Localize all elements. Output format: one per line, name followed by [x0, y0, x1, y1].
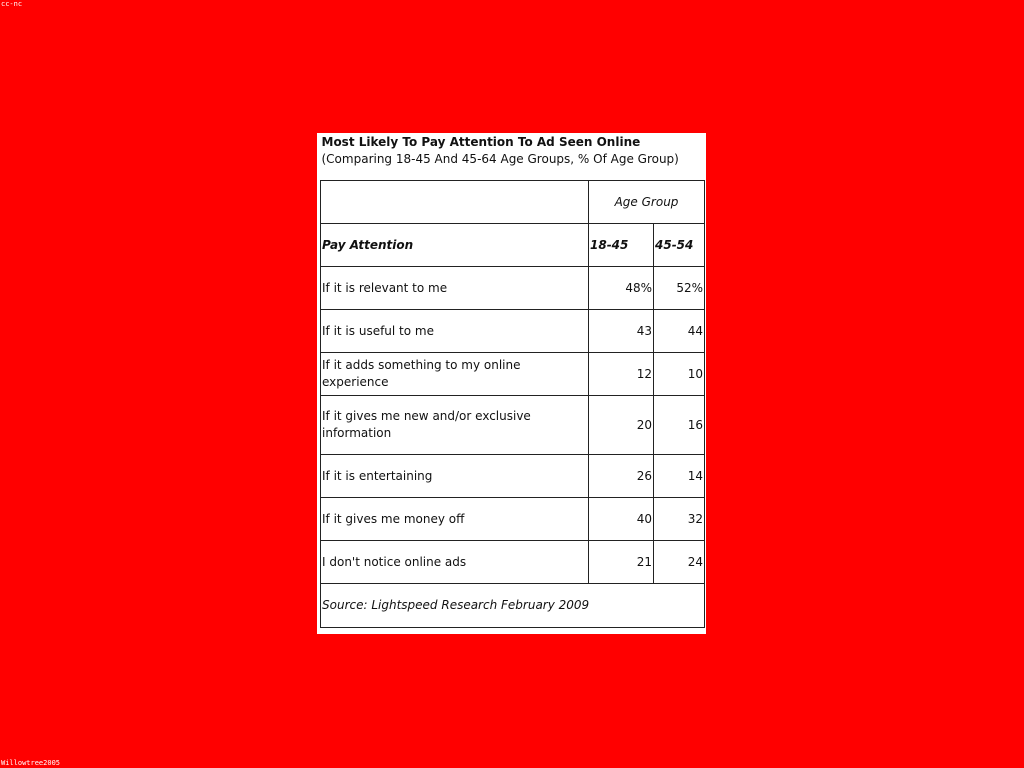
row-label: If it gives me new and/or exclusive information — [321, 396, 589, 455]
watermark-top-left: cc-nc — [1, 0, 23, 8]
row-label: If it is useful to me — [321, 310, 589, 353]
row-value-45-54: 32 — [654, 498, 705, 541]
table-sheet — [317, 133, 706, 634]
column-header-45-54: 45-54 — [654, 224, 705, 267]
row-value-45-54: 52% — [654, 267, 705, 310]
row-value-45-54: 10 — [654, 353, 705, 396]
table-title — [321, 133, 705, 181]
table-row — [321, 541, 705, 584]
row-value-45-54: 24 — [654, 541, 705, 584]
attention-table — [320, 133, 705, 628]
row-label: If it adds something to my online experience — [321, 353, 589, 396]
table-row — [321, 396, 705, 455]
row-label: If it is entertaining — [321, 455, 589, 498]
table-row — [321, 310, 705, 353]
watermark-bottom-left: Willowtree2005 — [1, 759, 61, 767]
row-value-18-45: 40 — [589, 498, 654, 541]
row-value-18-45: 20 — [589, 396, 654, 455]
row-value-45-54: 16 — [654, 396, 705, 455]
table-title-rest: (Comparing 18-45 And 45-64 Age Groups, % Of Age Group) — [321, 152, 679, 166]
table-row — [321, 353, 705, 396]
column-header-18-45: 18-45 — [589, 224, 654, 267]
table-row — [321, 267, 705, 310]
row-label: If it gives me money off — [321, 498, 589, 541]
header-empty-cell — [321, 181, 589, 224]
row-value-18-45: 12 — [589, 353, 654, 396]
table-row — [321, 455, 705, 498]
row-value-45-54: 44 — [654, 310, 705, 353]
table-row — [321, 498, 705, 541]
row-value-18-45: 26 — [589, 455, 654, 498]
row-value-45-54: 14 — [654, 455, 705, 498]
row-value-18-45: 21 — [589, 541, 654, 584]
row-value-18-45: 48% — [589, 267, 654, 310]
source-note: Source: Lightspeed Research February 2009 — [321, 584, 705, 628]
age-group-header: Age Group — [589, 181, 705, 224]
row-value-18-45: 43 — [589, 310, 654, 353]
table-title-bold: Most Likely To Pay Attention To Ad Seen Online — [321, 135, 641, 149]
row-label: I don't notice online ads — [321, 541, 589, 584]
pay-attention-header: Pay Attention — [321, 224, 589, 267]
row-label: If it is relevant to me — [321, 267, 589, 310]
